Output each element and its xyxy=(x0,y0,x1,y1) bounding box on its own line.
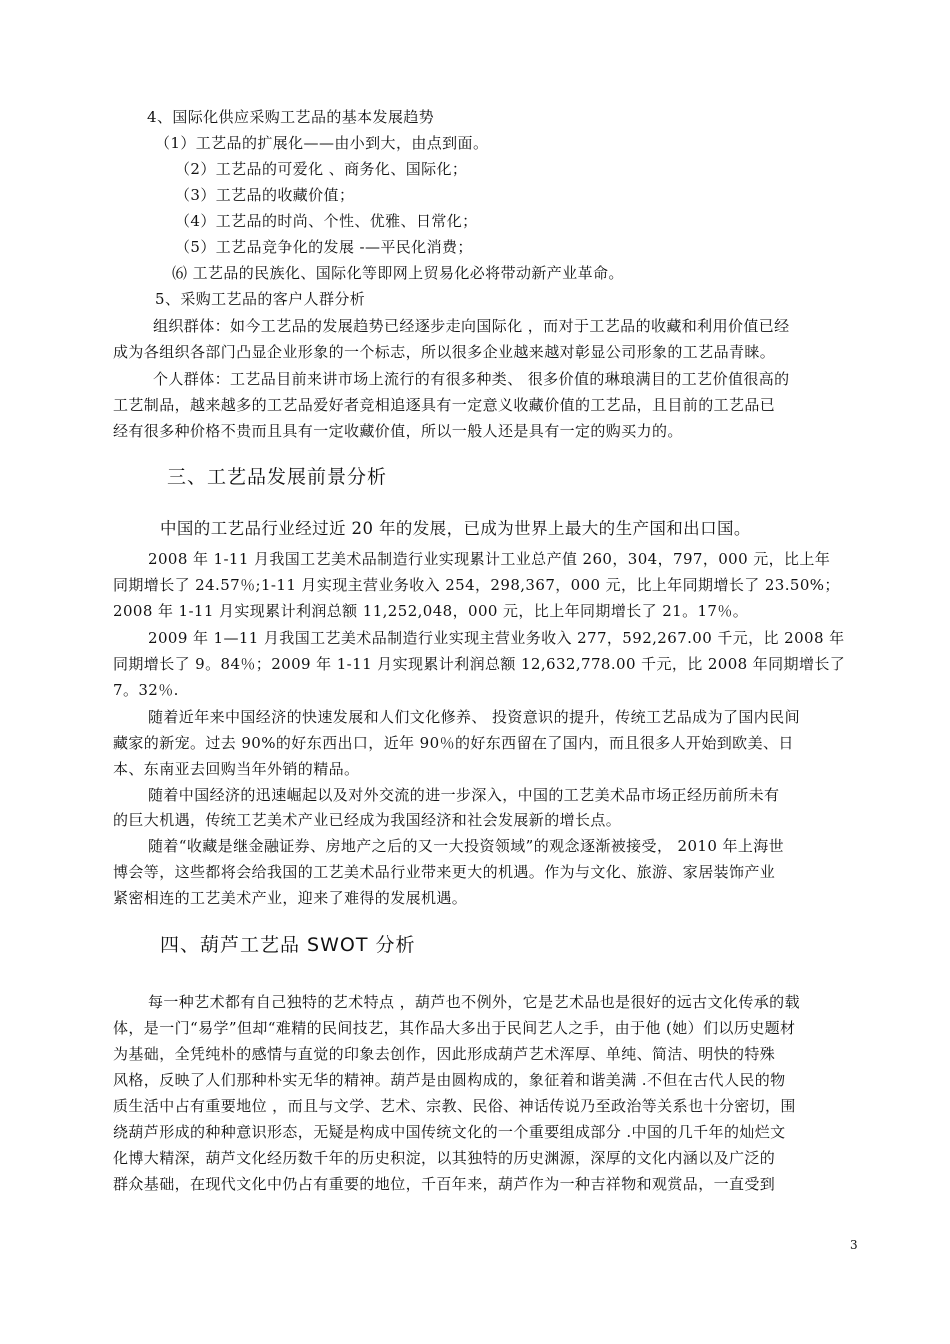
heading-swot-analysis: 四、葫芦工艺品 SWOT 分析 xyxy=(160,934,416,956)
section-4-title: 4、国际化供应采购工艺品的基本发展趋势 xyxy=(147,108,435,126)
collect-line-2: 博会等，这些都将会给我国的工艺美术品行业带来更大的机遇。作为与文化、旅游、家居装饰产业 xyxy=(113,863,776,881)
stats-2008-line-2: 同期增长了 24.57％;1-11 月实现主营业务收入 254，298,367，000 元，比上年同期增长了 23.50%； xyxy=(113,576,840,594)
swot-line-3: 为基础，全凭纯朴的感情与直觉的印象去创作，因此形成葫芦艺术浑厚、单纯、简洁、明快的特殊 xyxy=(113,1045,776,1063)
swot-line-8: 群众基础，在现代文化中仍占有重要的地位，千百年来，葫芦作为一种吉祥物和观赏品，一直受到 xyxy=(113,1175,776,1193)
page-number: 3 xyxy=(850,1238,858,1252)
stats-2009-line-2: 同期增长了 9。84％；2009 年 1-11 月实现累计利润总额 12,632,778.00 千元，比 2008 年同期增长了 xyxy=(113,655,846,673)
person-group-line-2: 工艺制品，越来越多的工艺品爱好者竞相追逐具有一定意义收藏价值的工艺品，且目前的工艺品已 xyxy=(113,396,776,414)
stats-2008-line-1: 2008 年 1-11 月我国工艺美术品制造行业实现累计工业总产值 260，304，797，000 元，比上年 xyxy=(148,550,831,568)
prospect-intro: 中国的工艺品行业经过近 20 年的发展，已成为世界上最大的生产国和出口国。 xyxy=(160,519,751,538)
swot-line-6: 绕葫芦形成的种种意识形态，无疑是构成中国传统文化的一个重要组成部分 .中国的几千年的灿烂文 xyxy=(113,1123,786,1141)
swot-line-4: 风格，反映了人们那种朴实无华的精神。葫芦是由圆构成的，象征着和谐美满 .不但在古代人民的物 xyxy=(113,1071,786,1089)
swot-line-5: 质生活中占有重要地位 ，而且与文学、艺术、宗教、民俗、神话传说乃至政治等关系也十分密切，围 xyxy=(113,1097,796,1115)
trend-item-5: （5）工艺品竞争化的发展 -—平民化消费； xyxy=(175,238,473,256)
org-group-line-2: 成为各组织各部门凸显企业形象的一个标志，所以很多企业越来越对彰显公司形象的工艺品青睐。 xyxy=(113,343,776,361)
swot-line-1: 每一种艺术都有自己独特的艺术特点 ，葫芦也不例外，它是艺术品也是很好的远古文化传承的载 xyxy=(148,993,800,1011)
trend-item-6: ⑹ 工艺品的民族化、国际化等即网上贸易化必将带动新产业革命。 xyxy=(172,264,624,282)
culture-line-3: 本、东南亚去回购当年外销的精品。 xyxy=(113,760,360,778)
trend-item-3: （3）工艺品的收藏价值； xyxy=(175,186,355,204)
person-group-line-3: 经有很多种价格不贵而且具有一定收藏价值，所以一般人还是具有一定的购买力的。 xyxy=(113,422,683,440)
swot-line-7: 化博大精深，葫芦文化经历数千年的历史积淀，以其独特的历史渊源，深厚的文化内涵以及广泛的 xyxy=(113,1149,776,1167)
stats-2009-line-1: 2009 年 1—11 月我国工艺美术品制造行业实现主营业务收入 277，592,267.00 千元，比 2008 年 xyxy=(148,629,845,647)
culture-line-1: 随着近年来中国经济的快速发展和人们文化修养、 投资意识的提升，传统工艺品成为了国内民间 xyxy=(148,708,800,726)
trend-item-2: （2）工艺品的可爱化 、商务化、国际化； xyxy=(175,160,468,178)
stats-2009-line-3: 7。32％. xyxy=(113,681,179,699)
heading-prospect-analysis: 三、工艺品发展前景分析 xyxy=(167,466,388,488)
stats-2008-line-3: 2008 年 1-11 月实现累计利润总额 11,252,048，000 元，比上年同期增长了 21。17％。 xyxy=(113,602,749,620)
market-line-1: 随着中国经济的迅速崛起以及对外交流的进一步深入，中国的工艺美术品市场正经历前所未有 xyxy=(148,786,780,804)
collect-line-3: 紧密相连的工艺美术产业，迎来了难得的发展机遇。 xyxy=(113,889,468,907)
market-line-2: 的巨大机遇，传统工艺美术产业已经成为我国经济和社会发展新的增长点。 xyxy=(113,811,622,829)
org-group-line-1: 组织群体：如今工艺品的发展趋势已经逐步走向国际化 ，而对于工艺品的收藏和利用价值已经 xyxy=(153,317,790,335)
section-5-title: 5、采购工艺品的客户人群分析 xyxy=(155,290,366,308)
collect-line-1: 随着“收藏是继金融证券、房地产之后的又一大投资领域”的观念逐渐被接受， 2010 年上海世 xyxy=(148,837,785,855)
trend-item-1: （1）工艺品的扩展化——由小到大，由点到面。 xyxy=(155,134,489,152)
trend-item-4: （4）工艺品的时尚、个性、优雅、日常化； xyxy=(175,212,478,230)
swot-line-2: 体，是一门“易学”但却“难精的民间技艺，其作品大多出于民间艺人之手，由于他 (她）们以历史题材 xyxy=(113,1019,796,1037)
culture-line-2: 藏家的新宠。过去 90%的好东西出口，近年 90％的好东西留在了国内，而且很多人开始到欧美、日 xyxy=(113,734,794,752)
person-group-line-1: 个人群体：工艺品目前来讲市场上流行的有很多种类、 很多价值的琳琅满目的工艺价值很高的 xyxy=(153,370,790,388)
